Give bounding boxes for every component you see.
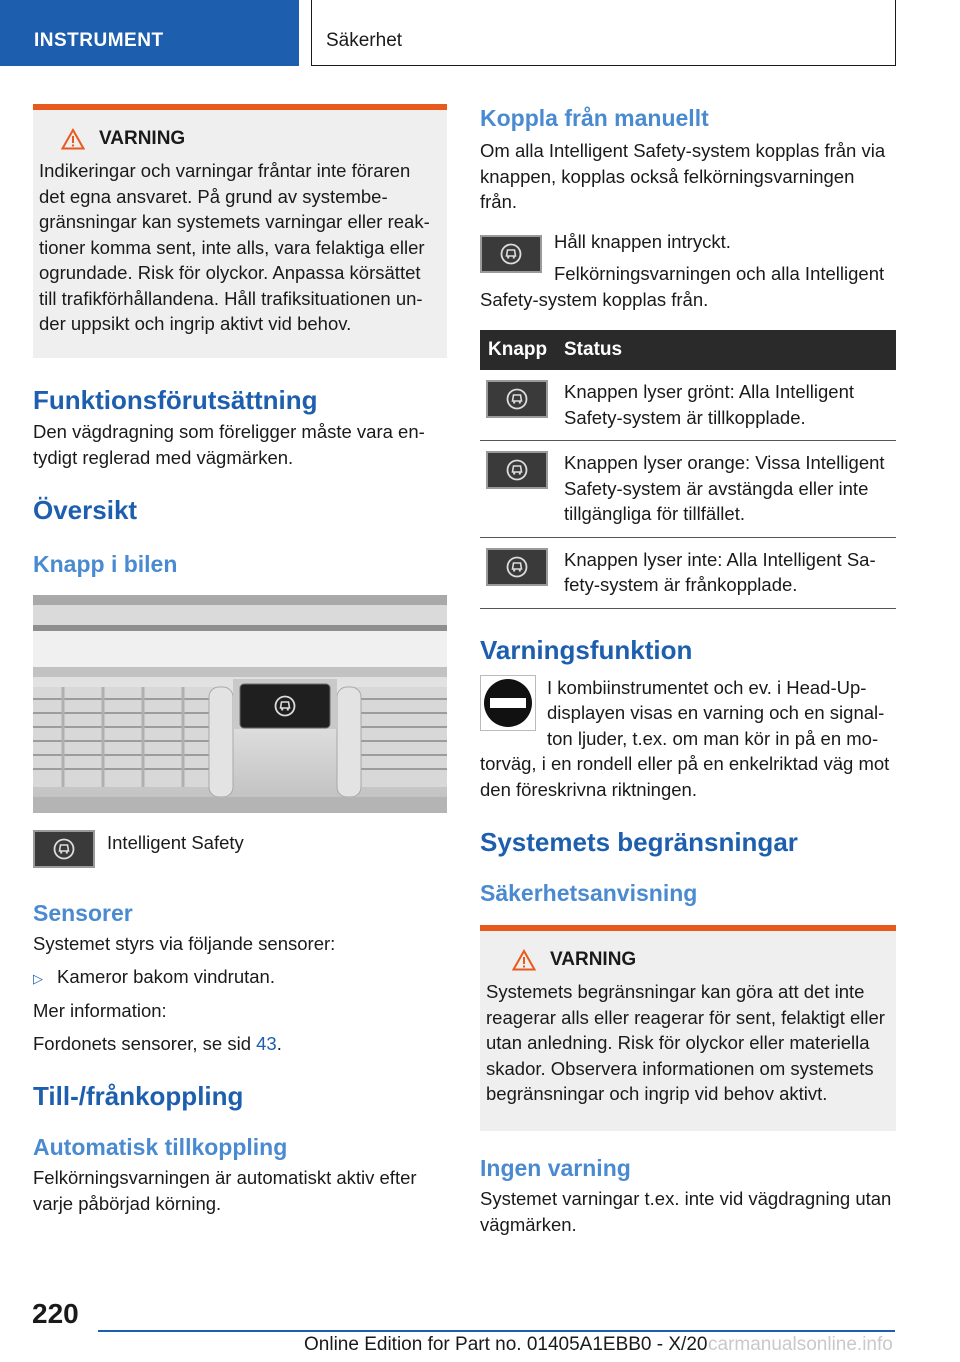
intelligent-safety-button-icon bbox=[480, 235, 542, 273]
bullet-text: Kameror bakom vindrutan. bbox=[57, 965, 275, 987]
auto-text: Felkörningsvarningen är automatiskt aktiv efter varje påbörjad körning. bbox=[33, 1167, 417, 1214]
ref-text: Fordonets sensorer, se sid bbox=[33, 1032, 257, 1054]
table-header-row bbox=[480, 330, 896, 370]
page-number: 220 bbox=[32, 1298, 79, 1329]
ref-end: . bbox=[276, 1032, 282, 1054]
manuellt-text: Om alla Intelligent Safety-system kopplas från via knappen, kopplas också felkörningsvarningen från. bbox=[480, 140, 886, 212]
heading-koppla-fran: Koppla från manuellt bbox=[480, 105, 709, 131]
status-icon-cell bbox=[480, 370, 556, 441]
warning-box bbox=[480, 925, 896, 1131]
status-text: Knappen lyser inte: Alla Intelligent Safety-system är frånkopplade. bbox=[556, 537, 896, 608]
button-off-icon bbox=[486, 548, 548, 586]
heading-oversikt: Översikt bbox=[33, 495, 138, 525]
heading-sakerhetsanvisning: Säkerhetsanvisning bbox=[480, 880, 698, 906]
dashboard-photo bbox=[33, 595, 447, 813]
varning-text bbox=[480, 675, 896, 803]
varning-block bbox=[480, 675, 896, 803]
more-info: Mer information: bbox=[33, 1000, 167, 1021]
footer-divider bbox=[98, 1330, 895, 1332]
table-row bbox=[480, 441, 896, 538]
heading-funktionsforutsattning: Funktionsförutsättning bbox=[33, 385, 318, 415]
heading-automatisk: Automatisk tillkoppling bbox=[33, 1134, 288, 1160]
instruction-2: Felkörningsvarningen och alla Intelligent Safety-system kopplas från. bbox=[480, 263, 885, 310]
instruction-block bbox=[480, 229, 896, 313]
left-column bbox=[33, 104, 447, 1216]
sensor-bullet bbox=[33, 964, 447, 992]
heading-sensorer: Sensorer bbox=[33, 900, 133, 926]
edition-text: Online Edition for Part no. 01405A1EBB0 - X/20 bbox=[304, 1334, 708, 1355]
dashboard-illustration bbox=[33, 595, 447, 813]
heading-till-frankoppling: Till-/frånkoppling bbox=[33, 1081, 244, 1111]
section-title: Säkerhet bbox=[311, 0, 896, 66]
button-orange-icon bbox=[486, 451, 548, 489]
heading-systemets-begransningar: Systemets begränsningar bbox=[480, 827, 798, 857]
right-column bbox=[480, 104, 896, 1237]
warning-text: Indikeringar och varningar fråntar inte föraren det egna ansvaret. På grund av systembegränsningar kan systemets varningar eller reaktioner komma sent, inte alls, vara felaktiga eller ogrundade. Risk för olyckor. Anpassa körsättet till trafikförhållandena. Håll trafiksituationen under uppsikt och ingrip aktivt vid behov. bbox=[39, 160, 430, 334]
warning-title-text: VARNING bbox=[550, 949, 637, 970]
warning-triangle-icon bbox=[512, 949, 536, 971]
sensor-reference bbox=[33, 1031, 447, 1057]
chapter-tab[interactable]: INSTRUMENT bbox=[0, 0, 299, 66]
ingen-text: Systemet varningar t.ex. inte vid vägdragning utan vägmärken. bbox=[480, 1188, 892, 1235]
button-status-table bbox=[480, 330, 896, 609]
heading-varningsfunktion: Varningsfunktion bbox=[480, 634, 693, 665]
no-entry-icon bbox=[480, 675, 536, 731]
funktion-text: Den vägdragning som föreligger måste vara entydigt reglerad med vägmärken. bbox=[33, 421, 425, 468]
table-row bbox=[480, 537, 896, 608]
status-text: Knappen lyser orange: Vissa Intelligent Safety-system är avstängda eller inte tillgängliga för tillfället. bbox=[556, 441, 896, 538]
warning-title bbox=[486, 949, 890, 971]
status-icon-cell bbox=[480, 441, 556, 538]
intelligent-safety-button-icon bbox=[33, 830, 95, 868]
heading-ingen-varning: Ingen varning bbox=[480, 1155, 631, 1181]
warning-title-text: VARNING bbox=[99, 128, 186, 149]
heading-knapp-i-bilen: Knapp i bilen bbox=[33, 551, 178, 577]
status-text: Knappen lyser grönt: Alla Intelligent Safety-system är tillkopplade. bbox=[556, 370, 896, 441]
page-ref-link[interactable]: 43 bbox=[256, 1032, 277, 1054]
status-icon-cell bbox=[480, 537, 556, 608]
instruction-1: Håll knappen intryckt. bbox=[554, 230, 731, 252]
button-caption-row bbox=[33, 830, 447, 868]
col-header-knapp: Knapp bbox=[480, 330, 556, 370]
warning-box bbox=[33, 104, 447, 358]
sensorer-intro: Systemet styrs via följande sensorer: bbox=[33, 933, 336, 954]
warning-text: Systemets begränsningar kan göra att det inte reagerar alls eller reagerar för sent, felaktigt eller utan anledning. Risk för olyckor eller materiella skador. Observera informationen om systemets begränsningar och ingrip vid behov aktivt. bbox=[486, 981, 885, 1104]
varning-text-content: I kombiinstrumentet och ev. i Head-Up-displayen visas en varning och en signalton ljuder, t.ex. om man kör in på en motorväg, i en rondell eller på en enkelriktad väg mot den föreskrivna riktningen. bbox=[480, 676, 890, 800]
bullet-triangle-icon: ▷ bbox=[33, 970, 43, 986]
table-row bbox=[480, 370, 896, 441]
button-green-icon bbox=[486, 380, 548, 418]
button-caption: Intelligent Safety bbox=[107, 832, 244, 853]
watermark: carmanualsonline.info bbox=[708, 1334, 893, 1355]
col-header-status: Status bbox=[556, 330, 896, 370]
warning-triangle-icon bbox=[61, 128, 85, 150]
warning-title bbox=[39, 128, 441, 150]
